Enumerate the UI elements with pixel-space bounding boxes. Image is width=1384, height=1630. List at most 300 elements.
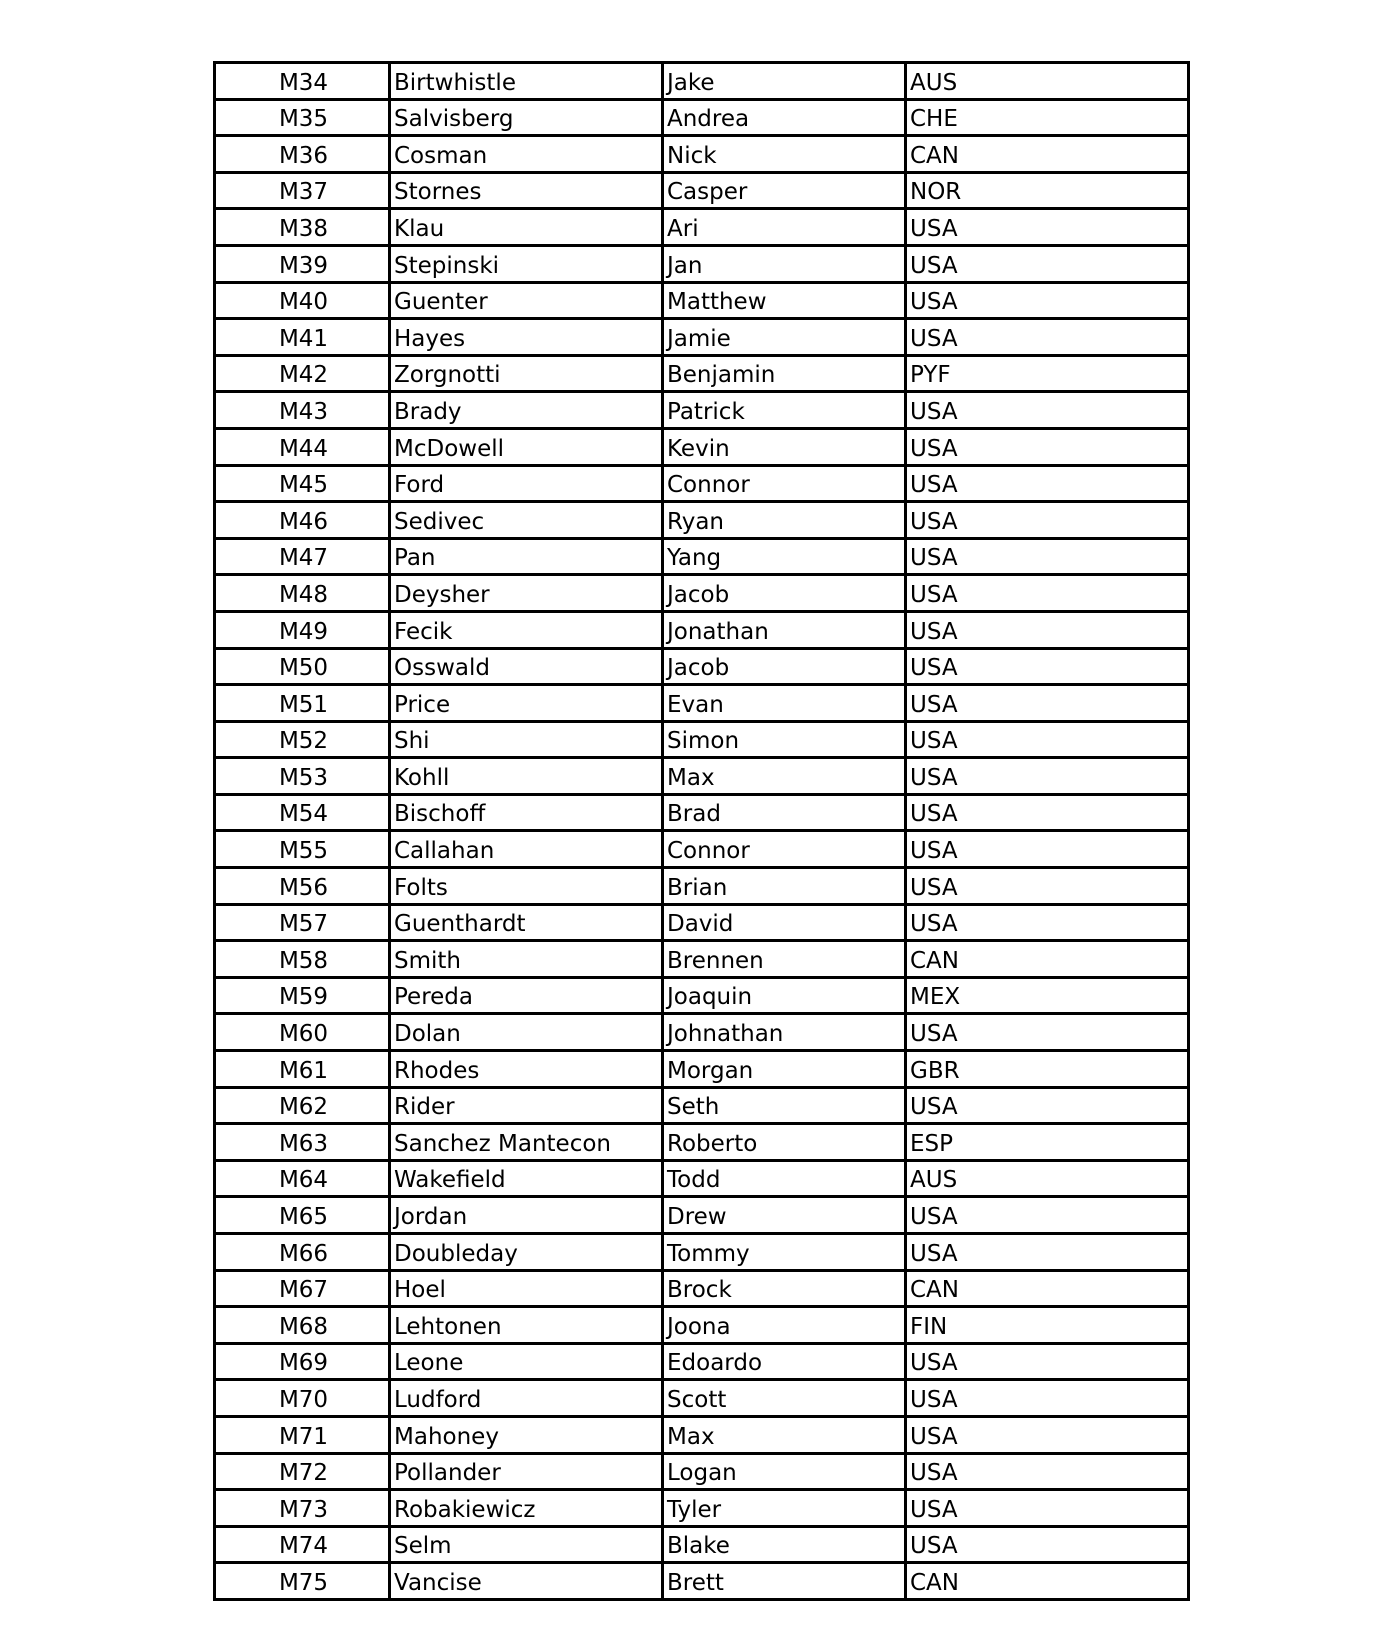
cell-first-name	[663, 99, 906, 136]
cell-country	[906, 465, 1189, 502]
cell-country	[906, 794, 1189, 831]
cell-first-name	[663, 1160, 906, 1197]
cell-first-name-text: Morgan	[667, 1057, 754, 1084]
cell-first-name	[663, 319, 906, 356]
cell-country-text: USA	[910, 1350, 958, 1377]
cell-first-name	[663, 1563, 906, 1600]
cell-first-name	[663, 136, 906, 173]
cell-id	[215, 282, 390, 319]
cell-country	[906, 392, 1189, 429]
cell-last-name	[390, 1124, 663, 1161]
cell-first-name	[663, 1124, 906, 1161]
cell-id	[215, 245, 390, 282]
cell-last-name	[390, 648, 663, 685]
cell-country-text: AUS	[910, 69, 958, 96]
cell-last-name-text: Lehtonen	[394, 1313, 502, 1340]
cell-first-name-text: Drew	[667, 1204, 727, 1230]
cell-last-name-text: Pan	[394, 545, 436, 572]
cell-id-text: M73	[278, 1496, 329, 1523]
cell-last-name	[390, 355, 663, 392]
cell-last-name	[390, 1526, 663, 1563]
table-row	[215, 794, 1189, 831]
cell-first-name-text: Max	[667, 764, 715, 791]
cell-country-text: USA	[910, 325, 958, 352]
cell-first-name	[663, 1197, 906, 1234]
cell-country	[906, 282, 1189, 319]
cell-country	[906, 209, 1189, 246]
cell-id	[215, 1416, 390, 1453]
cell-country-text: USA	[910, 691, 958, 718]
cell-id	[215, 209, 390, 246]
cell-last-name-text: Ford	[394, 472, 445, 499]
cell-last-name	[390, 611, 663, 648]
cell-country	[906, 172, 1189, 209]
cell-last-name	[390, 1380, 663, 1417]
cell-last-name-text: Deysher	[394, 581, 490, 608]
cell-first-name-text: Tyler	[667, 1496, 722, 1523]
table-row	[215, 1380, 1189, 1417]
cell-last-name	[390, 758, 663, 795]
cell-first-name-text: Blake	[667, 1533, 730, 1560]
cell-country	[906, 648, 1189, 685]
cell-last-name-text: Ludford	[394, 1386, 482, 1413]
table-row	[215, 502, 1189, 539]
cell-id	[215, 611, 390, 648]
cell-last-name	[390, 1197, 663, 1234]
cell-id	[215, 319, 390, 356]
table-row	[215, 282, 1189, 319]
cell-first-name-text: Ryan	[667, 508, 725, 535]
roster-sheet	[213, 61, 1190, 1601]
table-row	[215, 1490, 1189, 1527]
cell-country	[906, 1307, 1189, 1344]
cell-id	[215, 904, 390, 941]
cell-first-name	[663, 1307, 906, 1344]
cell-last-name	[390, 428, 663, 465]
cell-last-name	[390, 99, 663, 136]
cell-id	[215, 392, 390, 429]
table-row	[215, 1416, 1189, 1453]
table-row	[215, 758, 1189, 795]
cell-country-text: CAN	[910, 142, 959, 169]
cell-last-name	[390, 1307, 663, 1344]
cell-country	[906, 1234, 1189, 1271]
cell-country	[906, 1051, 1189, 1088]
cell-country-text: CAN	[910, 947, 959, 974]
cell-last-name-text: Bischoff	[394, 801, 486, 828]
cell-id	[215, 355, 390, 392]
cell-last-name-text: Doubleday	[394, 1240, 518, 1267]
cell-first-name-text: Jake	[667, 69, 715, 96]
cell-first-name-text: Max	[667, 1423, 715, 1450]
cell-last-name-text: Robakiewicz	[394, 1496, 536, 1523]
cell-last-name	[390, 1343, 663, 1380]
cell-first-name-text: Jacob	[667, 581, 730, 608]
cell-last-name	[390, 209, 663, 246]
cell-country-text: USA	[910, 1094, 958, 1121]
cell-first-name	[663, 758, 906, 795]
cell-id	[215, 1124, 390, 1161]
table-row	[215, 868, 1189, 905]
cell-id-text: M40	[278, 289, 329, 316]
cell-id	[215, 1270, 390, 1307]
table-row	[215, 1160, 1189, 1197]
cell-id	[215, 63, 390, 100]
cell-first-name	[663, 428, 906, 465]
cell-first-name-text: Connor	[667, 838, 750, 865]
cell-id	[215, 575, 390, 612]
cell-last-name-text: Pereda	[394, 984, 473, 1011]
cell-id-text: M51	[278, 691, 329, 718]
cell-country-text: USA	[910, 545, 958, 572]
table-row	[215, 1307, 1189, 1344]
cell-last-name	[390, 63, 663, 100]
cell-id-text: M45	[278, 472, 329, 499]
cell-country-text: USA	[910, 1460, 958, 1487]
cell-last-name	[390, 1416, 663, 1453]
cell-id-text: M64	[278, 1167, 329, 1194]
cell-first-name-text: Jamie	[667, 325, 731, 352]
cell-first-name	[663, 831, 906, 868]
cell-first-name-text: Brock	[667, 1277, 732, 1304]
cell-last-name	[390, 282, 663, 319]
cell-country	[906, 831, 1189, 868]
cell-last-name-text: Fecik	[394, 618, 453, 645]
cell-first-name	[663, 63, 906, 100]
cell-first-name	[663, 172, 906, 209]
cell-id	[215, 428, 390, 465]
cell-first-name-text: Brett	[667, 1569, 724, 1596]
cell-id	[215, 1014, 390, 1051]
cell-country-text: USA	[910, 1386, 958, 1413]
cell-last-name	[390, 1014, 663, 1051]
cell-id-text: M72	[278, 1460, 329, 1487]
cell-country-text: USA	[910, 764, 958, 791]
cell-id-text: M74	[278, 1533, 329, 1560]
cell-first-name	[663, 1051, 906, 1088]
cell-country-text: CAN	[910, 1569, 959, 1596]
cell-first-name	[663, 245, 906, 282]
cell-last-name	[390, 794, 663, 831]
table-row	[215, 1234, 1189, 1271]
cell-last-name	[390, 977, 663, 1014]
cell-id	[215, 136, 390, 173]
cell-id-text: M68	[278, 1313, 329, 1340]
cell-country	[906, 1380, 1189, 1417]
cell-id	[215, 794, 390, 831]
cell-last-name-text: Folts	[394, 874, 448, 901]
cell-id	[215, 1453, 390, 1490]
cell-last-name	[390, 831, 663, 868]
cell-country	[906, 1014, 1189, 1051]
cell-country-text: USA	[910, 1021, 958, 1048]
cell-id	[215, 1490, 390, 1527]
cell-id	[215, 868, 390, 905]
cell-country-text: USA	[910, 508, 958, 535]
cell-country	[906, 575, 1189, 612]
cell-first-name	[663, 1453, 906, 1490]
cell-first-name	[663, 1380, 906, 1417]
cell-last-name	[390, 1234, 663, 1271]
table-row	[215, 831, 1189, 868]
cell-country-text: MEX	[910, 984, 961, 1011]
cell-country-text: USA	[910, 1240, 958, 1267]
table-row	[215, 319, 1189, 356]
cell-country-text: USA	[910, 911, 958, 938]
cell-last-name	[390, 1453, 663, 1490]
cell-country	[906, 941, 1189, 978]
cell-first-name-text: David	[667, 911, 734, 938]
cell-country-text: NOR	[910, 179, 962, 206]
cell-id	[215, 1343, 390, 1380]
table-row	[215, 465, 1189, 502]
cell-id-text: M43	[278, 398, 329, 425]
table-row	[215, 209, 1189, 246]
cell-first-name	[663, 648, 906, 685]
cell-first-name-text: Matthew	[667, 289, 767, 316]
cell-id-text: M60	[278, 1021, 329, 1048]
cell-country-text: USA	[910, 581, 958, 608]
table-row	[215, 1014, 1189, 1051]
cell-id-text: M48	[278, 581, 329, 608]
cell-country	[906, 611, 1189, 648]
cell-last-name-text: Mahoney	[394, 1423, 499, 1450]
cell-country	[906, 428, 1189, 465]
table-row	[215, 99, 1189, 136]
cell-country-text: USA	[910, 1204, 958, 1230]
table-row	[215, 392, 1189, 429]
cell-id-text: M53	[278, 764, 329, 791]
cell-country-text: USA	[910, 252, 958, 279]
cell-id-text: M50	[278, 655, 329, 682]
cell-first-name-text: Connor	[667, 472, 750, 499]
cell-country	[906, 1416, 1189, 1453]
table-row	[215, 575, 1189, 612]
cell-last-name-text: Hoel	[394, 1277, 446, 1304]
table-row	[215, 685, 1189, 722]
cell-last-name-text: Zorgnotti	[394, 362, 501, 389]
cell-first-name-text: Brad	[667, 801, 721, 828]
table-row	[215, 1051, 1189, 1088]
cell-first-name-text: Evan	[667, 691, 724, 718]
cell-first-name-text: Casper	[667, 179, 748, 206]
cell-first-name	[663, 941, 906, 978]
table-row	[215, 172, 1189, 209]
cell-id	[215, 758, 390, 795]
cell-first-name	[663, 1526, 906, 1563]
cell-last-name-text: Stornes	[394, 179, 482, 206]
cell-country	[906, 538, 1189, 575]
cell-id	[215, 1160, 390, 1197]
cell-last-name-text: Callahan	[394, 838, 495, 865]
cell-first-name-text: Brennen	[667, 947, 764, 974]
cell-last-name-text: Rhodes	[394, 1057, 480, 1084]
cell-country-text: USA	[910, 801, 958, 828]
cell-first-name	[663, 209, 906, 246]
cell-first-name-text: Seth	[667, 1094, 720, 1121]
cell-id-text: M38	[278, 215, 329, 242]
cell-country-text: USA	[910, 874, 958, 901]
table-row	[215, 611, 1189, 648]
cell-last-name-text: Pollander	[394, 1460, 501, 1487]
table-row	[215, 1124, 1189, 1161]
cell-last-name-text: Salvisberg	[394, 106, 514, 133]
cell-first-name-text: Andrea	[667, 106, 750, 133]
cell-id	[215, 1380, 390, 1417]
table-row	[215, 1087, 1189, 1124]
cell-last-name-text: Dolan	[394, 1021, 461, 1048]
table-row	[215, 648, 1189, 685]
cell-first-name	[663, 575, 906, 612]
cell-first-name	[663, 868, 906, 905]
cell-country	[906, 685, 1189, 722]
cell-country	[906, 1087, 1189, 1124]
cell-country	[906, 1160, 1189, 1197]
cell-id	[215, 1526, 390, 1563]
cell-id	[215, 648, 390, 685]
cell-country	[906, 1453, 1189, 1490]
cell-id	[215, 1234, 390, 1271]
cell-id-text: M41	[278, 325, 329, 352]
cell-last-name-text: Vancise	[394, 1569, 482, 1596]
cell-country-text: CHE	[910, 106, 958, 133]
cell-id-text: M75	[278, 1569, 329, 1596]
cell-country-text: USA	[910, 618, 958, 645]
cell-first-name	[663, 1014, 906, 1051]
cell-country-text: USA	[910, 655, 958, 682]
cell-last-name	[390, 721, 663, 758]
cell-first-name-text: Jan	[667, 252, 703, 279]
cell-id-text: M65	[278, 1204, 329, 1230]
cell-first-name-text: Jacob	[667, 655, 730, 682]
cell-first-name	[663, 904, 906, 941]
roster-body	[215, 63, 1189, 1600]
cell-last-name-text: Jordan	[394, 1204, 468, 1230]
cell-first-name-text: Kevin	[667, 435, 730, 462]
cell-first-name	[663, 1234, 906, 1271]
cell-id-text: M56	[278, 874, 329, 901]
cell-country	[906, 136, 1189, 173]
cell-country-text: USA	[910, 472, 958, 499]
table-row	[215, 1270, 1189, 1307]
cell-id	[215, 831, 390, 868]
cell-last-name-text: Sanchez Mantecon	[394, 1130, 612, 1157]
cell-first-name	[663, 502, 906, 539]
cell-id-text: M35	[278, 106, 329, 133]
cell-country-text: USA	[910, 1496, 958, 1523]
cell-last-name	[390, 1087, 663, 1124]
cell-first-name	[663, 282, 906, 319]
cell-id-text: M37	[278, 179, 329, 206]
cell-country	[906, 1197, 1189, 1234]
cell-country	[906, 502, 1189, 539]
cell-country-text: USA	[910, 1533, 958, 1560]
cell-last-name	[390, 136, 663, 173]
table-row	[215, 904, 1189, 941]
cell-last-name-text: Kohll	[394, 764, 450, 791]
cell-last-name	[390, 538, 663, 575]
cell-id	[215, 465, 390, 502]
cell-country-text: USA	[910, 215, 958, 242]
cell-id	[215, 172, 390, 209]
cell-id-text: M36	[278, 142, 329, 169]
roster-table	[213, 61, 1190, 1601]
cell-id-text: M61	[278, 1057, 329, 1084]
table-row	[215, 1197, 1189, 1234]
cell-last-name-text: Sedivec	[394, 508, 485, 535]
cell-country	[906, 99, 1189, 136]
cell-first-name-text: Yang	[667, 545, 722, 572]
table-row	[215, 1343, 1189, 1380]
cell-id-text: M70	[278, 1386, 329, 1413]
table-row	[215, 1526, 1189, 1563]
cell-country-text: USA	[910, 838, 958, 865]
cell-id	[215, 1087, 390, 1124]
cell-id-text: M62	[278, 1094, 329, 1121]
cell-first-name-text: Tommy	[667, 1240, 750, 1267]
cell-id	[215, 1197, 390, 1234]
cell-last-name	[390, 575, 663, 612]
cell-last-name	[390, 1160, 663, 1197]
cell-first-name-text: Patrick	[667, 398, 745, 425]
cell-country	[906, 355, 1189, 392]
cell-last-name	[390, 941, 663, 978]
cell-last-name-text: Birtwhistle	[394, 69, 516, 96]
cell-last-name	[390, 465, 663, 502]
cell-first-name	[663, 1343, 906, 1380]
cell-first-name	[663, 1270, 906, 1307]
cell-country-text: USA	[910, 435, 958, 462]
cell-first-name	[663, 721, 906, 758]
cell-id-text: M47	[278, 545, 329, 572]
cell-first-name	[663, 794, 906, 831]
cell-first-name-text: Joona	[667, 1313, 731, 1340]
cell-last-name-text: McDowell	[394, 435, 505, 462]
cell-id-text: M67	[278, 1277, 329, 1304]
cell-last-name-text: Guenthardt	[394, 911, 526, 938]
cell-last-name	[390, 685, 663, 722]
cell-id	[215, 977, 390, 1014]
cell-country-text: USA	[910, 398, 958, 425]
cell-last-name	[390, 172, 663, 209]
cell-first-name-text: Benjamin	[667, 362, 776, 389]
cell-last-name	[390, 868, 663, 905]
cell-last-name	[390, 1490, 663, 1527]
cell-country	[906, 977, 1189, 1014]
table-row	[215, 1563, 1189, 1600]
cell-country-text: CAN	[910, 1277, 959, 1304]
cell-id	[215, 721, 390, 758]
table-row	[215, 245, 1189, 282]
cell-last-name-text: Cosman	[394, 142, 488, 169]
cell-first-name	[663, 392, 906, 429]
cell-country	[906, 904, 1189, 941]
cell-first-name	[663, 611, 906, 648]
cell-first-name-text: Ari	[667, 215, 699, 242]
cell-last-name-text: Hayes	[394, 325, 466, 352]
cell-last-name-text: Rider	[394, 1094, 455, 1121]
cell-id-text: M55	[278, 838, 329, 865]
cell-last-name	[390, 1563, 663, 1600]
cell-id-text: M57	[278, 911, 329, 938]
cell-id	[215, 99, 390, 136]
cell-last-name	[390, 245, 663, 282]
cell-last-name-text: Shi	[394, 728, 430, 755]
cell-country	[906, 1563, 1189, 1600]
cell-first-name-text: Roberto	[667, 1130, 758, 1157]
cell-id	[215, 1307, 390, 1344]
cell-first-name-text: Johnathan	[667, 1021, 784, 1048]
